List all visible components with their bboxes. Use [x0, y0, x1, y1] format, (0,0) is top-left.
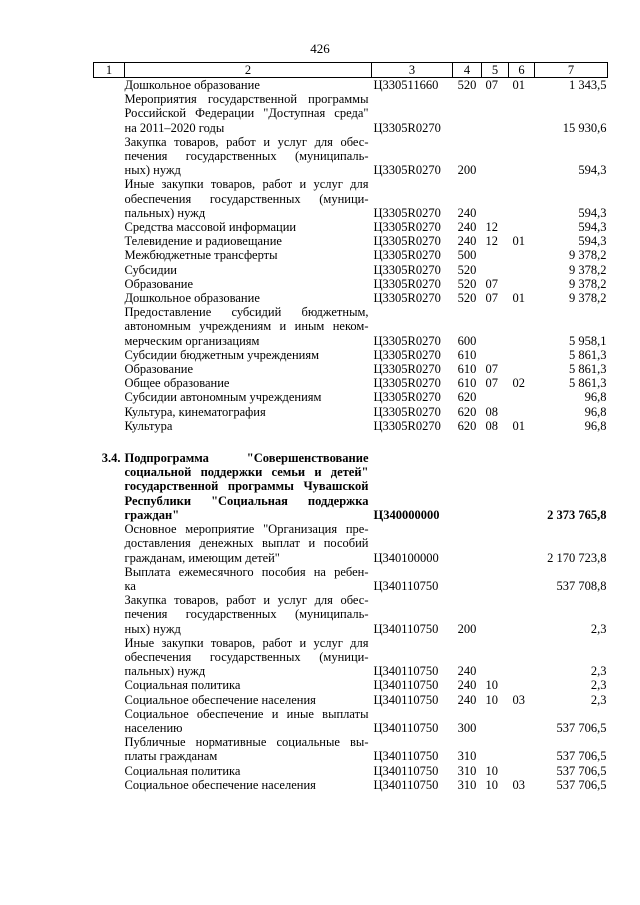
target-code: Ц340000000 [373, 507, 440, 522]
section-code [482, 135, 509, 178]
target-code: Ц3305R0270 [373, 333, 441, 348]
row-description [125, 177, 372, 220]
row-number [94, 305, 125, 348]
description-line: Телевидение и радиовещание [124, 234, 282, 249]
subsection-code [509, 348, 535, 362]
row-number [94, 263, 125, 277]
table-row [94, 390, 608, 404]
amount: 96,8 [584, 404, 607, 419]
table-row [94, 362, 608, 376]
target-code: Ц340110750 [373, 578, 439, 593]
column-header: 3 [372, 63, 453, 78]
table-row [94, 419, 608, 433]
row-description [125, 390, 372, 404]
expense-type: 310 [457, 749, 477, 764]
section-code [482, 348, 509, 362]
description-line: Дошкольное образование [124, 291, 260, 306]
section-code: 07 [485, 376, 498, 391]
target-code: Ц3305R0270 [373, 390, 441, 405]
row-description [125, 220, 372, 234]
subsection-code [509, 735, 535, 763]
description-line: Общее образование [124, 376, 230, 391]
section-code [482, 707, 509, 735]
row-number [94, 348, 125, 362]
row-description [125, 419, 372, 433]
row-number [94, 707, 125, 735]
description-line: Образование [124, 362, 194, 377]
row-number [94, 735, 125, 763]
table-row [94, 92, 608, 135]
table-row [94, 177, 608, 220]
expense-type: 610 [457, 347, 477, 362]
row-description [125, 263, 372, 277]
description-line: на 2011–2020 годы [124, 120, 225, 135]
amount: 5 861,3 [569, 362, 607, 377]
table-row [94, 764, 608, 778]
description-line: государственной программы Чувашской [124, 479, 369, 494]
description-line: социальной поддержки семьи и детей" [124, 465, 369, 480]
target-code: Ц3305R0270 [373, 347, 441, 362]
section-code: 07 [485, 291, 498, 306]
section-code: 07 [485, 78, 498, 92]
row-number [94, 419, 125, 433]
row-number [94, 362, 125, 376]
section-code: 12 [485, 220, 498, 235]
amount: 537 706,5 [556, 777, 607, 792]
description-line: Выплата ежемесячного пособия на ребен- [124, 564, 369, 579]
expense-type: 240 [457, 234, 477, 249]
expense-type: 310 [457, 763, 477, 778]
description-line: Субсидии автономным учреждениям [124, 390, 322, 405]
section-code: 07 [485, 362, 498, 377]
row-description [125, 522, 372, 565]
description-line: Межбюджетные трансферты [124, 248, 278, 263]
subsection-code [509, 451, 535, 522]
description-line: гражданам, имеющим детей" [124, 550, 280, 565]
table-row [94, 678, 608, 692]
amount: 9 378,2 [569, 276, 607, 291]
table-body [94, 78, 608, 792]
amount: 9 378,2 [569, 262, 607, 277]
description-line: автономным учреждениям и иным неком- [124, 319, 369, 334]
subsection-code [509, 390, 535, 404]
amount: 2,3 [590, 664, 607, 679]
description-line: ных) нужд [124, 621, 181, 636]
subsection-code [509, 405, 535, 419]
target-code: Ц340110750 [373, 720, 439, 735]
expense-type: 200 [457, 163, 477, 178]
column-header: 5 [482, 63, 509, 78]
amount: 594,3 [578, 205, 607, 220]
description-line: Российской Федерации "Доступная среда" [124, 106, 369, 121]
amount: 96,8 [584, 418, 607, 433]
target-code: Ц340110750 [373, 749, 439, 764]
row-number: 3.4. [101, 451, 121, 466]
amount: 96,8 [584, 390, 607, 405]
row-description [125, 92, 372, 135]
row-description [125, 248, 372, 262]
row-number [94, 764, 125, 778]
amount: 2 373 765,8 [547, 507, 607, 522]
row-description [125, 451, 372, 522]
target-code: Ц340110750 [373, 664, 439, 679]
expense-type: 500 [457, 248, 477, 263]
description-line: обеспечения государственных (муници- [124, 191, 369, 206]
subsection-code: 02 [512, 376, 525, 391]
row-number [94, 92, 125, 135]
expense-type: 520 [457, 78, 477, 92]
description-line: Предоставление субсидий бюджетным, [124, 305, 369, 320]
description-line: граждан" [124, 507, 180, 522]
section-code [482, 636, 509, 679]
description-line: Дошкольное образование [124, 78, 260, 92]
row-description [125, 135, 372, 178]
description-line: Социальная политика [124, 678, 241, 693]
expense-type: 610 [457, 362, 477, 377]
row-description [125, 565, 372, 593]
amount: 5 861,3 [569, 347, 607, 362]
expense-type: 300 [457, 720, 477, 735]
description-line: Субсидии [124, 262, 177, 277]
amount: 2,3 [590, 692, 607, 707]
table-row [94, 376, 608, 390]
expense-type: 240 [457, 692, 477, 707]
section-code: 08 [485, 418, 498, 433]
description-line: Социальное обеспечение и иные выплаты [124, 706, 369, 721]
description-line: Социальное обеспечение населения [124, 777, 316, 792]
table-row [94, 735, 608, 763]
table-row [94, 135, 608, 178]
table-row [94, 220, 608, 234]
table-row [94, 305, 608, 348]
expense-type [453, 565, 482, 593]
subsection-code [509, 362, 535, 376]
spacer-row [94, 433, 608, 451]
expense-type: 520 [457, 276, 477, 291]
subsection-code [509, 248, 535, 262]
table-row [94, 778, 608, 792]
table-row [94, 78, 608, 93]
row-number [94, 565, 125, 593]
table-row [94, 707, 608, 735]
section-row [94, 451, 608, 522]
description-line: печения государственных (муниципаль- [124, 149, 369, 164]
description-line: Подпрограмма "Совершенствование [124, 451, 369, 466]
row-number [94, 291, 125, 305]
amount: 15 930,6 [562, 120, 607, 135]
description-line: Иные закупки товаров, работ и услуг для [124, 635, 369, 650]
section-code: 10 [485, 692, 498, 707]
expense-type [453, 92, 482, 135]
description-line: Культура, кинематография [124, 404, 266, 419]
amount: 594,3 [578, 234, 607, 249]
description-line: пальных) нужд [124, 664, 206, 679]
table-row [94, 348, 608, 362]
section-code: 10 [485, 777, 498, 792]
section-code [482, 248, 509, 262]
subsection-code [509, 764, 535, 778]
expense-type: 240 [457, 664, 477, 679]
description-line: печения государственных (муниципаль- [124, 607, 369, 622]
expense-type: 610 [457, 376, 477, 391]
section-code [482, 390, 509, 404]
section-code: 08 [485, 404, 498, 419]
row-description [125, 348, 372, 362]
subsection-code [509, 565, 535, 593]
row-description [125, 735, 372, 763]
expense-type: 620 [457, 390, 477, 405]
table-row [94, 693, 608, 707]
section-code [482, 177, 509, 220]
table-row [94, 234, 608, 248]
row-description [125, 778, 372, 792]
amount: 9 378,2 [569, 291, 607, 306]
row-description [125, 678, 372, 692]
row-description [125, 362, 372, 376]
column-header: 1 [94, 63, 125, 78]
row-description [125, 764, 372, 778]
row-description [125, 78, 372, 93]
target-code: Ц3305R0270 [373, 376, 441, 391]
row-number [94, 693, 125, 707]
description-line: Республики "Социальная поддержка [124, 493, 369, 508]
subsection-code [509, 177, 535, 220]
section-code: 12 [485, 234, 498, 249]
target-code: Ц340110750 [373, 777, 439, 792]
description-line: Мероприятия государственной программы [124, 92, 369, 107]
table-row [94, 248, 608, 262]
row-number [94, 593, 125, 636]
subsection-code [509, 305, 535, 348]
table-row [94, 593, 608, 636]
table-row [94, 522, 608, 565]
table-row [94, 277, 608, 291]
section-code: 07 [485, 276, 498, 291]
table-row [94, 636, 608, 679]
amount: 537 706,5 [556, 720, 607, 735]
amount: 9 378,2 [569, 248, 607, 263]
table-row [94, 291, 608, 305]
target-code: Ц3305R0270 [373, 234, 441, 249]
target-code: Ц3305R0270 [373, 418, 441, 433]
expense-type: 200 [457, 621, 477, 636]
section-code: 10 [485, 763, 498, 778]
description-line: обеспечения государственных (муници- [124, 649, 369, 664]
description-line: Культура [124, 418, 173, 433]
expense-type: 600 [457, 333, 477, 348]
amount: 2,3 [590, 621, 607, 636]
subsection-code [509, 522, 535, 565]
row-number [94, 248, 125, 262]
table-row [94, 263, 608, 277]
spacer-cell [94, 433, 608, 451]
table-header [94, 63, 608, 78]
subsection-code: 01 [512, 291, 525, 306]
description-line: Субсидии бюджетным учреждениям [124, 347, 320, 362]
row-description [125, 277, 372, 291]
amount: 537 706,5 [556, 763, 607, 778]
row-description [125, 376, 372, 390]
target-code: Ц3305R0270 [373, 205, 441, 220]
target-code: Ц3305R0270 [373, 262, 441, 277]
expense-type [453, 451, 482, 522]
description-line: платы гражданам [124, 749, 218, 764]
expense-type: 240 [457, 205, 477, 220]
row-number [94, 376, 125, 390]
subsection-code [509, 92, 535, 135]
description-line: Закупка товаров, работ и услуг для обес- [124, 593, 369, 608]
description-line: ка [124, 578, 136, 593]
target-code: Ц3305R0270 [373, 362, 441, 377]
row-number [94, 234, 125, 248]
row-number [94, 277, 125, 291]
amount: 537 708,8 [556, 578, 607, 593]
target-code: Ц3305R0270 [373, 120, 441, 135]
section-code [482, 305, 509, 348]
expense-type [453, 522, 482, 565]
page-number: 426 [310, 41, 330, 56]
subsection-code: 01 [512, 78, 525, 92]
subsection-code [509, 678, 535, 692]
row-description [125, 405, 372, 419]
description-line: Закупка товаров, работ и услуг для обес- [124, 134, 369, 149]
row-number [94, 220, 125, 234]
column-header: 2 [125, 63, 372, 78]
row-description [125, 693, 372, 707]
expense-type: 620 [457, 418, 477, 433]
row-number [94, 390, 125, 404]
amount: 594,3 [578, 163, 607, 178]
amount: 2 170 723,8 [547, 550, 607, 565]
subsection-code [509, 263, 535, 277]
expense-type: 240 [457, 220, 477, 235]
row-description [125, 636, 372, 679]
row-number [94, 177, 125, 220]
section-code [482, 593, 509, 636]
row-description [125, 305, 372, 348]
description-line: Средства массовой информации [124, 220, 297, 235]
target-code: Ц3305R0270 [373, 248, 441, 263]
description-line: Иные закупки товаров, работ и услуг для [124, 177, 369, 192]
subsection-code [509, 707, 535, 735]
section-code [482, 735, 509, 763]
row-number [94, 778, 125, 792]
target-code: Ц3305R0270 [373, 220, 441, 235]
subsection-code [509, 220, 535, 234]
description-line: Социальная политика [124, 763, 241, 778]
target-code: Ц3305R0270 [373, 276, 441, 291]
subsection-code: 01 [512, 418, 525, 433]
description-line: доставления денежных выплат и пособий [124, 536, 369, 551]
amount: 1 343,5 [569, 78, 607, 92]
section-code [482, 263, 509, 277]
target-code: Ц340110750 [373, 692, 439, 707]
row-number [94, 636, 125, 679]
subsection-code: 03 [512, 692, 525, 707]
column-header: 6 [509, 63, 535, 78]
section-code [482, 565, 509, 593]
amount: 5 861,3 [569, 376, 607, 391]
row-description [125, 291, 372, 305]
target-code: Ц340110750 [373, 621, 439, 636]
subsection-code [509, 277, 535, 291]
row-number [94, 78, 125, 93]
section-code [482, 451, 509, 522]
expense-type: 520 [457, 262, 477, 277]
target-code: Ц340100000 [373, 550, 439, 565]
description-line: мерческим организациям [124, 333, 260, 348]
amount: 594,3 [578, 220, 607, 235]
section-code: 10 [485, 678, 498, 693]
amount: 2,3 [590, 678, 607, 693]
row-number [94, 405, 125, 419]
target-code: Ц3305R0270 [373, 163, 441, 178]
expense-type: 240 [457, 678, 477, 693]
target-code: Ц340110750 [373, 763, 439, 778]
column-header: 4 [453, 63, 482, 78]
description-line: Образование [124, 276, 194, 291]
subsection-code: 01 [512, 234, 525, 249]
description-line: Публичные нормативные социальные вы- [124, 735, 369, 750]
subsection-code [509, 593, 535, 636]
row-number [94, 522, 125, 565]
column-header: 7 [535, 63, 608, 78]
budget-table [93, 62, 608, 792]
expense-type: 620 [457, 404, 477, 419]
section-code [482, 522, 509, 565]
description-line: Социальное обеспечение населения [124, 692, 316, 707]
subsection-code [509, 636, 535, 679]
description-line: населению [124, 720, 183, 735]
row-description [125, 707, 372, 735]
subsection-code [509, 135, 535, 178]
target-code: Ц3305R0270 [373, 404, 441, 419]
row-description [125, 234, 372, 248]
description-line: Основное мероприятие "Организация пре- [124, 522, 369, 537]
description-line: ных) нужд [124, 163, 181, 178]
amount: 537 706,5 [556, 749, 607, 764]
expense-type: 520 [457, 291, 477, 306]
target-code: Ц3305R0270 [373, 291, 441, 306]
subsection-code: 03 [512, 777, 525, 792]
row-number [94, 678, 125, 692]
target-code: Ц340110750 [373, 678, 439, 693]
table-row [94, 405, 608, 419]
row-description [125, 593, 372, 636]
row-number [94, 135, 125, 178]
section-code [482, 92, 509, 135]
target-code: Ц330511660 [373, 78, 439, 92]
table-row [94, 565, 608, 593]
expense-type: 310 [457, 777, 477, 792]
description-line: пальных) нужд [124, 205, 206, 220]
amount: 5 958,1 [569, 333, 607, 348]
